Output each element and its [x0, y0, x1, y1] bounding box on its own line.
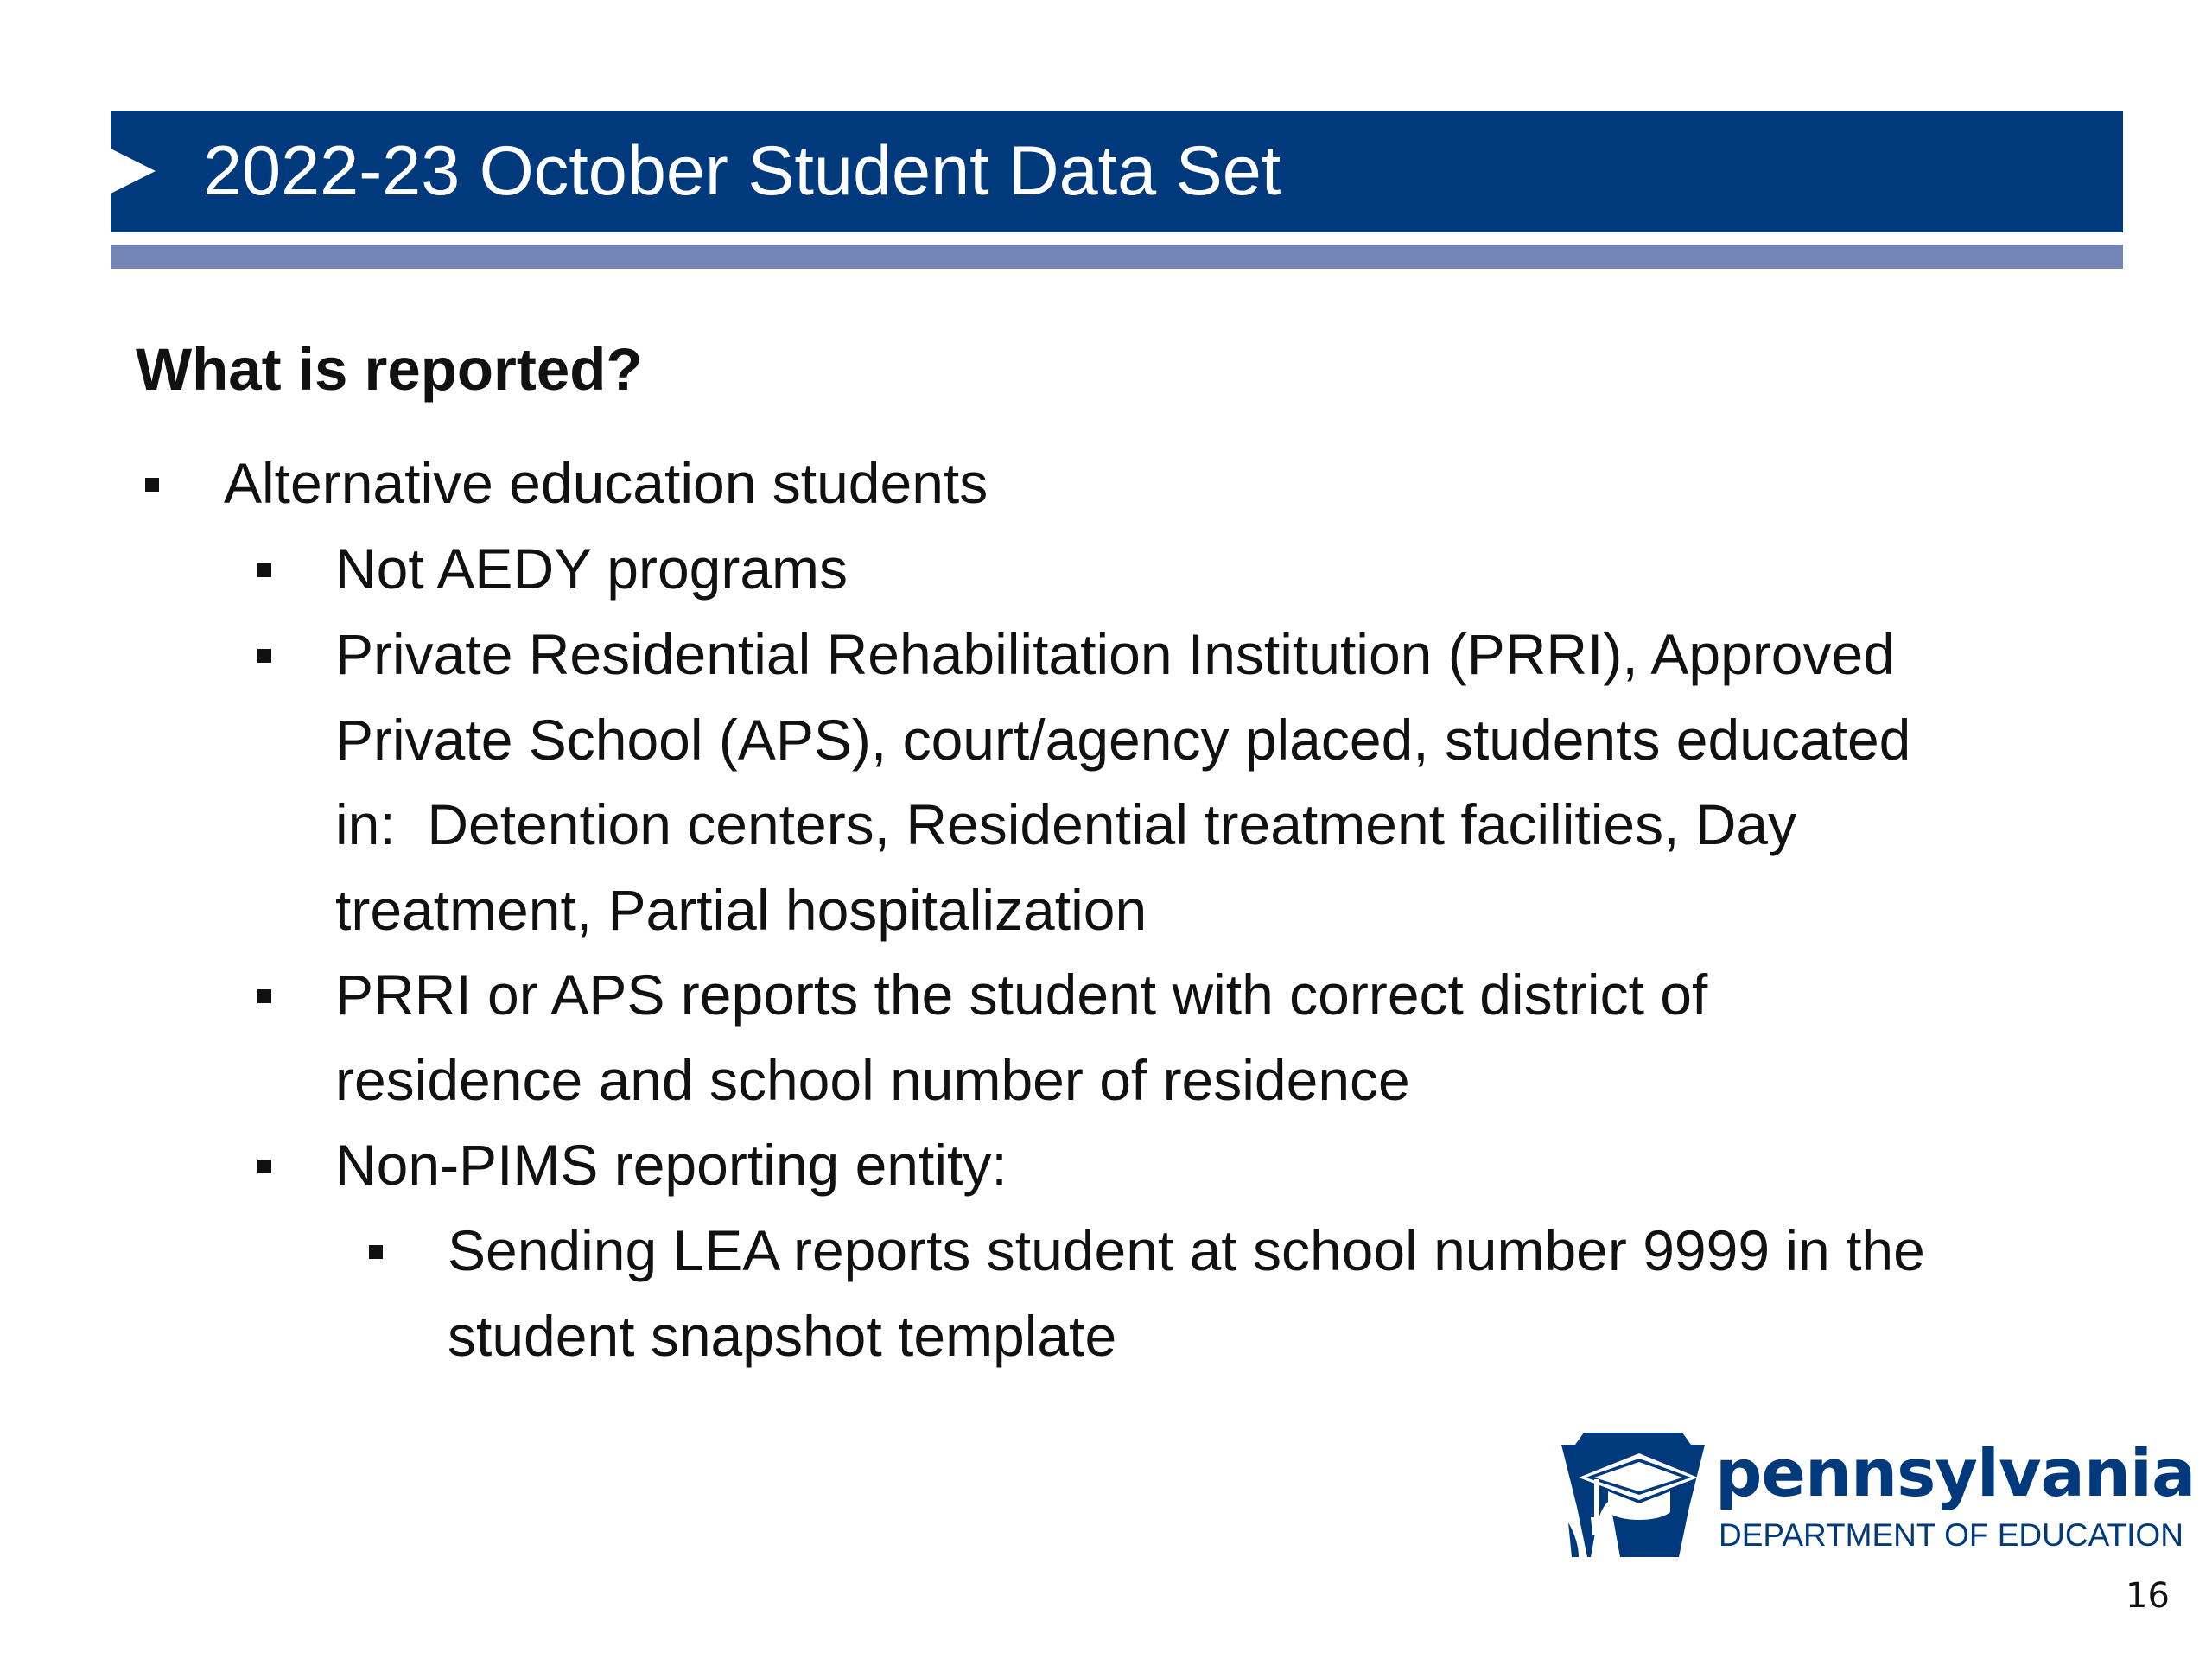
bullet-line: Private School (APS), court/agency placed, students educated [335, 707, 1911, 772]
bullet-marker [369, 1245, 383, 1259]
bullet-item: Not AEDY programs [335, 537, 849, 601]
page-number: 16 [2126, 1576, 2170, 1616]
logo-subtitle: DEPARTMENT OF EDUCATION [1719, 1517, 2183, 1553]
keystone-graduation-cap-icon [1560, 1427, 1707, 1574]
section-heading: What is reported? [136, 336, 643, 403]
bullet-item: Non-PIMS reporting entity: [335, 1133, 1007, 1197]
bullet-line: student snapshot template [448, 1303, 1117, 1368]
bullet-marker [145, 478, 159, 492]
bullet-marker [257, 649, 271, 663]
bullet-line: residence and school number of residence [335, 1047, 1410, 1112]
bullet-line: PRRI or APS reports the student with correct district of [335, 963, 1708, 1027]
bullet-item [335, 612, 1910, 952]
bullet-item [448, 1208, 1925, 1378]
title-arrow-icon [111, 149, 156, 194]
title-bar [111, 111, 2123, 232]
bullet-line: Sending LEA reports student at school number 9999 in the [448, 1218, 1925, 1282]
logo-wordmark: pennsylvania [1715, 1434, 2196, 1511]
bullet-line: in: Detention centers, Residential treatment facilities, Day [335, 792, 1797, 856]
bullet-item [335, 952, 1707, 1122]
bullet-marker [257, 989, 271, 1003]
bullet-marker [257, 563, 271, 577]
bullet-line: Private Residential Rehabilitation Institution (PRRI), Approved [335, 622, 1895, 686]
bullet-line: treatment, Partial hospitalization [335, 877, 1147, 942]
bullet-item: Alternative education students [224, 451, 988, 515]
bullet-marker [257, 1160, 271, 1173]
pa-education-logo [1560, 1427, 2196, 1574]
title-underline-bar [111, 245, 2123, 269]
slide-title: 2022-23 October Student Data Set [203, 132, 1281, 210]
